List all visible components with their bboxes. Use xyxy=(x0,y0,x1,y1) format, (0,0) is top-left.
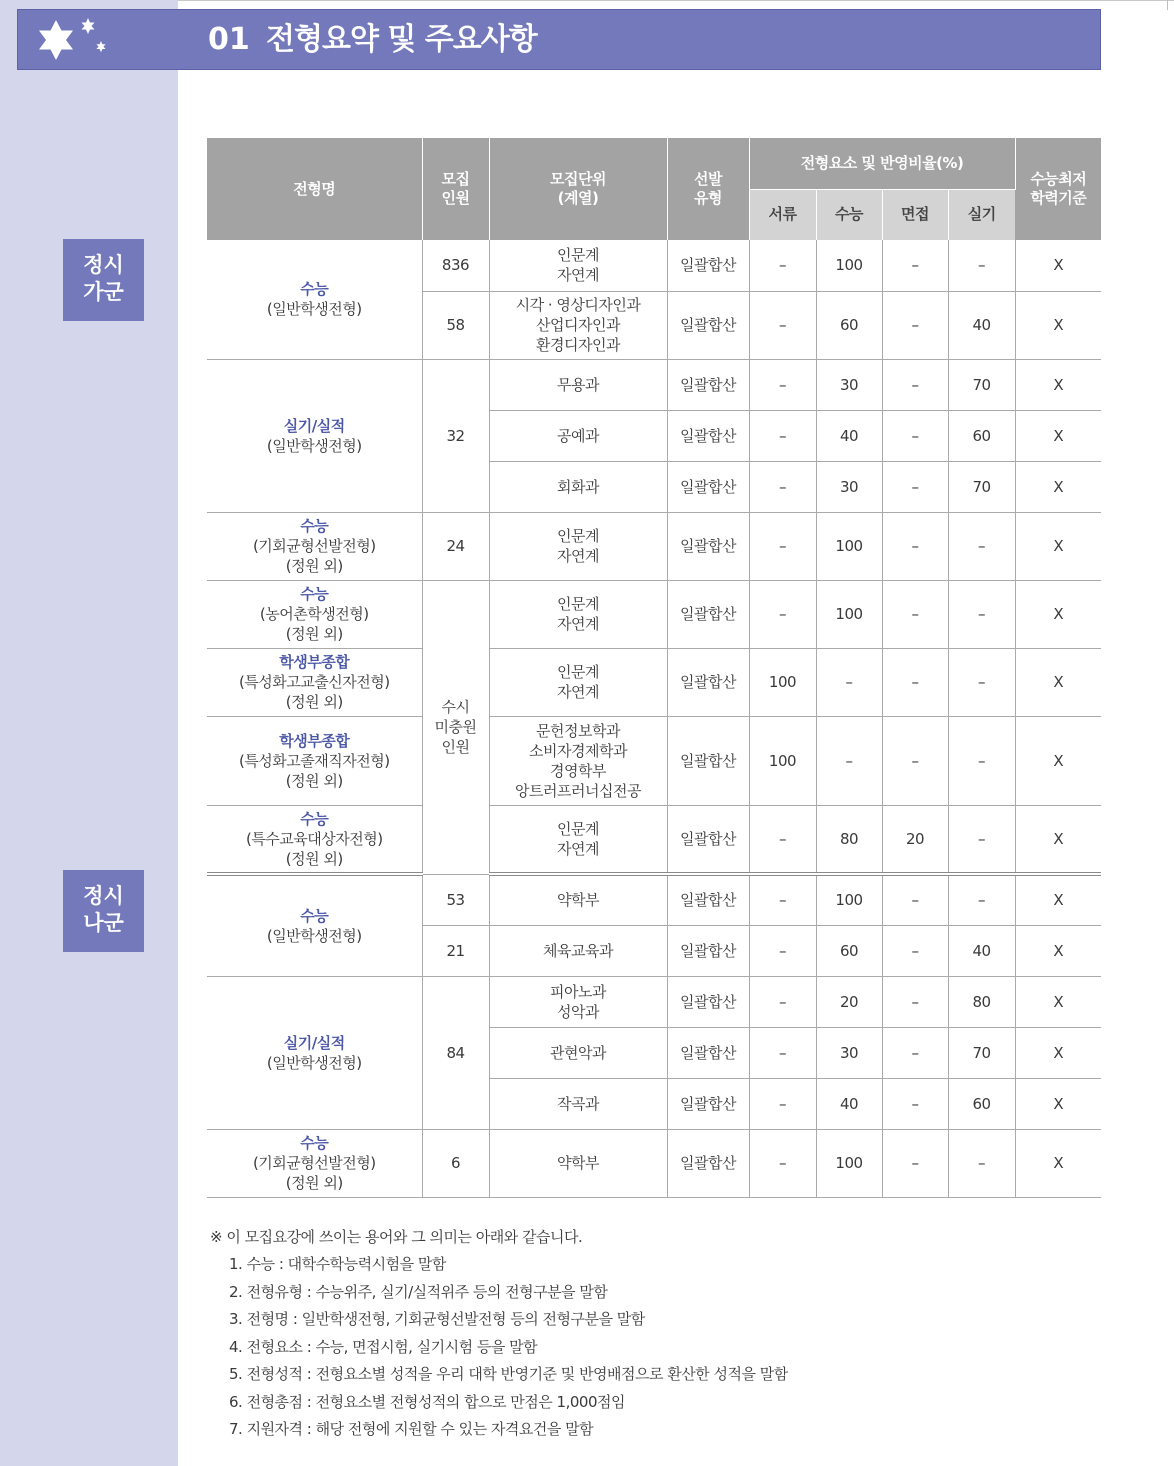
header-elements: 전형요소 및 반영비율(%) xyxy=(749,138,1015,189)
cell-min: X xyxy=(1015,648,1101,716)
cell-doc: – xyxy=(749,1027,816,1078)
sidebar-band xyxy=(0,0,178,1466)
cell-csat: 100 xyxy=(816,512,882,580)
cell-unit: 인문계 자연계 xyxy=(489,512,667,580)
cell-interview: – xyxy=(882,580,948,648)
cell-min: X xyxy=(1015,925,1101,976)
cell-csat: – xyxy=(816,716,882,805)
note-item: 1. 수능 : 대학수학능력시험을 말함 xyxy=(229,1255,446,1273)
note-item: 7. 지원자격 : 해당 전형에 지원할 수 있는 자격요건을 말함 xyxy=(229,1420,594,1438)
cell-interview: – xyxy=(882,359,948,410)
header-interview: 면접 xyxy=(882,189,948,240)
cell-quota: 수시 미충원 인원 xyxy=(422,580,489,874)
cell-unit: 체육교육과 xyxy=(489,925,667,976)
cell-doc: – xyxy=(749,461,816,512)
section-label-line1: 정시 xyxy=(83,253,124,277)
cell-type: 일괄합산 xyxy=(667,976,749,1027)
header-csat: 수능 xyxy=(816,189,882,240)
cell-csat: 100 xyxy=(816,874,882,925)
cell-interview: – xyxy=(882,976,948,1027)
cell-doc: – xyxy=(749,359,816,410)
cell-practical: 40 xyxy=(948,925,1015,976)
cell-unit: 관현악과 xyxy=(489,1027,667,1078)
cell-practical: – xyxy=(948,580,1015,648)
cell-min: X xyxy=(1015,240,1101,291)
table-row xyxy=(207,512,1101,580)
cell-doc: – xyxy=(749,240,816,291)
header-doc: 서류 xyxy=(749,189,816,240)
cell-practical: – xyxy=(948,716,1015,805)
cell-csat: 20 xyxy=(816,976,882,1027)
cell-interview: – xyxy=(882,512,948,580)
cell-name: 수능 (특수교육대상자전형) (정원 외) xyxy=(207,805,422,874)
cell-name: 실기/실적 (일반학생전형) xyxy=(207,976,422,1129)
cell-type: 일괄합산 xyxy=(667,359,749,410)
cell-quota: 21 xyxy=(422,925,489,976)
cell-interview: – xyxy=(882,1129,948,1197)
section-label-line2: 나군 xyxy=(83,911,124,935)
cell-quota: 53 xyxy=(422,874,489,925)
cell-csat: – xyxy=(816,648,882,716)
cell-name: 수능 (일반학생전형) xyxy=(207,874,422,976)
note-item: 3. 전형명 : 일반학생전형, 기회균형선발전형 등의 전형구분을 말함 xyxy=(229,1310,645,1328)
table-row xyxy=(207,1129,1101,1197)
cell-practical: – xyxy=(948,805,1015,874)
cell-practical: 70 xyxy=(948,359,1015,410)
stars-icon xyxy=(32,12,112,68)
cell-interview: – xyxy=(882,410,948,461)
cell-type: 일괄합산 xyxy=(667,1027,749,1078)
cell-min: X xyxy=(1015,512,1101,580)
cell-practical: 40 xyxy=(948,291,1015,359)
cell-name: 학생부종합 (특성화고졸재직자전형) (정원 외) xyxy=(207,716,422,805)
cell-type: 일괄합산 xyxy=(667,805,749,874)
cell-type: 일괄합산 xyxy=(667,240,749,291)
cell-type: 일괄합산 xyxy=(667,512,749,580)
cell-min: X xyxy=(1015,410,1101,461)
cell-min: X xyxy=(1015,1129,1101,1197)
section-number: 01 xyxy=(208,22,250,57)
header-csat-min: 수능최저 학력기준 xyxy=(1015,138,1101,240)
table-row xyxy=(207,874,1101,925)
cell-doc: – xyxy=(749,512,816,580)
cell-interview: – xyxy=(882,1078,948,1129)
cell-interview: – xyxy=(882,874,948,925)
cell-unit: 피아노과 성악과 xyxy=(489,976,667,1027)
cell-interview: – xyxy=(882,648,948,716)
cell-unit: 인문계 자연계 xyxy=(489,805,667,874)
admission-table-wrapper xyxy=(207,138,1101,1198)
table-row xyxy=(207,805,1101,874)
cell-doc: – xyxy=(749,580,816,648)
section-label-ga xyxy=(63,239,144,321)
cell-quota: 58 xyxy=(422,291,489,359)
cell-name: 수능 (기회균형선발전형) (정원 외) xyxy=(207,1129,422,1197)
cell-quota: 32 xyxy=(422,359,489,512)
cell-min: X xyxy=(1015,461,1101,512)
cell-min: X xyxy=(1015,359,1101,410)
cell-practical: 80 xyxy=(948,976,1015,1027)
section-title: 전형요약 및 주요사항 xyxy=(266,22,537,57)
cell-min: X xyxy=(1015,1078,1101,1129)
cell-unit: 인문계 자연계 xyxy=(489,240,667,291)
cell-csat: 30 xyxy=(816,461,882,512)
cell-min: X xyxy=(1015,1027,1101,1078)
cell-doc: – xyxy=(749,976,816,1027)
cell-type: 일괄합산 xyxy=(667,1129,749,1197)
note-item: 2. 전형유형 : 수능위주, 실기/실적위주 등의 전형구분을 말함 xyxy=(229,1282,608,1301)
cell-min: X xyxy=(1015,716,1101,805)
cell-type: 일괄합산 xyxy=(667,461,749,512)
cell-practical: – xyxy=(948,648,1015,716)
cell-csat: 60 xyxy=(816,291,882,359)
cell-quota: 836 xyxy=(422,240,489,291)
cell-doc: – xyxy=(749,1129,816,1197)
cell-csat: 60 xyxy=(816,925,882,976)
cell-unit: 무용과 xyxy=(489,359,667,410)
cell-min: X xyxy=(1015,805,1101,874)
cell-doc: – xyxy=(749,874,816,925)
cell-type: 일괄합산 xyxy=(667,1078,749,1129)
section-label-line2: 가군 xyxy=(83,280,124,304)
notes-intro: ※ 이 모집요강에 쓰이는 용어와 그 의미는 아래와 같습니다. xyxy=(210,1228,583,1246)
section-label-line1: 정시 xyxy=(83,884,124,908)
cell-interview: – xyxy=(882,291,948,359)
header-unit: 모집단위 (계열) xyxy=(489,138,667,240)
section-header-bar xyxy=(17,9,1101,70)
table-row xyxy=(207,976,1101,1027)
cell-quota: 84 xyxy=(422,976,489,1129)
cell-quota: 6 xyxy=(422,1129,489,1197)
cell-doc: – xyxy=(749,291,816,359)
cell-type: 일괄합산 xyxy=(667,580,749,648)
cell-type: 일괄합산 xyxy=(667,874,749,925)
cell-type: 일괄합산 xyxy=(667,925,749,976)
table-row xyxy=(207,580,1101,648)
cell-doc: – xyxy=(749,410,816,461)
cell-unit: 인문계 자연계 xyxy=(489,648,667,716)
cell-min: X xyxy=(1015,874,1101,925)
cell-unit: 공예과 xyxy=(489,410,667,461)
cell-practical: – xyxy=(948,240,1015,291)
cell-name: 수능 (기회균형선발전형) (정원 외) xyxy=(207,512,422,580)
cell-csat: 40 xyxy=(816,1078,882,1129)
cell-name: 수능 (농어촌학생전형) (정원 외) xyxy=(207,580,422,648)
cell-unit: 작곡과 xyxy=(489,1078,667,1129)
note-item: 6. 전형총점 : 전형요소별 전형성적의 합으로 만점은 1,000점임 xyxy=(229,1392,625,1411)
cell-doc: – xyxy=(749,805,816,874)
header-select-type: 선발 유형 xyxy=(667,138,749,240)
cell-unit: 회화과 xyxy=(489,461,667,512)
header-name: 전형명 xyxy=(207,138,422,240)
cell-unit: 인문계 자연계 xyxy=(489,580,667,648)
cell-unit: 시각 · 영상디자인과 산업디자인과 환경디자인과 xyxy=(489,291,667,359)
cell-doc: 100 xyxy=(749,648,816,716)
cell-min: X xyxy=(1015,580,1101,648)
cell-doc: – xyxy=(749,1078,816,1129)
cell-csat: 30 xyxy=(816,359,882,410)
cell-doc: 100 xyxy=(749,716,816,805)
cell-name: 학생부종합 (특성화고교출신자전형) (정원 외) xyxy=(207,648,422,716)
table-row xyxy=(207,716,1101,805)
table-header-row xyxy=(207,138,1101,189)
note-item: 5. 전형성적 : 전형요소별 성적을 우리 대학 반영기준 및 반영배점으로 환산한 성적을 말함 xyxy=(229,1365,788,1383)
cell-unit: 약학부 xyxy=(489,1129,667,1197)
cell-doc: – xyxy=(749,925,816,976)
section-label-na xyxy=(63,870,144,952)
page-top-rule xyxy=(178,0,1174,1)
cell-interview: – xyxy=(882,240,948,291)
cell-type: 일괄합산 xyxy=(667,716,749,805)
cell-interview: 20 xyxy=(882,805,948,874)
cell-practical: – xyxy=(948,1129,1015,1197)
cell-unit: 문헌정보학과 소비자경제학과 경영학부 앙트러프러너십전공 xyxy=(489,716,667,805)
cell-min: X xyxy=(1015,976,1101,1027)
admission-summary-table xyxy=(207,138,1101,1198)
note-item: 4. 전형요소 : 수능, 면접시험, 실기시험 등을 말함 xyxy=(229,1337,538,1356)
header-practical: 실기 xyxy=(948,189,1015,240)
cell-type: 일괄합산 xyxy=(667,410,749,461)
cell-csat: 100 xyxy=(816,580,882,648)
table-row xyxy=(207,648,1101,716)
terminology-notes xyxy=(210,1223,1110,1444)
cell-csat: 80 xyxy=(816,805,882,874)
header-quota: 모집 인원 xyxy=(422,138,489,240)
cell-type: 일괄합산 xyxy=(667,291,749,359)
cell-name: 실기/실적 (일반학생전형) xyxy=(207,359,422,512)
cell-interview: – xyxy=(882,925,948,976)
cell-practical: 70 xyxy=(948,1027,1015,1078)
table-row xyxy=(207,240,1101,291)
page-edge-rule xyxy=(1167,0,1168,10)
cell-csat: 100 xyxy=(816,1129,882,1197)
cell-csat: 100 xyxy=(816,240,882,291)
cell-csat: 40 xyxy=(816,410,882,461)
cell-unit: 약학부 xyxy=(489,874,667,925)
cell-practical: 70 xyxy=(948,461,1015,512)
cell-csat: 30 xyxy=(816,1027,882,1078)
cell-min: X xyxy=(1015,291,1101,359)
cell-quota: 24 xyxy=(422,512,489,580)
cell-name: 수능 (일반학생전형) xyxy=(207,240,422,359)
cell-practical: 60 xyxy=(948,1078,1015,1129)
cell-interview: – xyxy=(882,1027,948,1078)
cell-practical: 60 xyxy=(948,410,1015,461)
cell-type: 일괄합산 xyxy=(667,648,749,716)
cell-interview: – xyxy=(882,716,948,805)
table-row xyxy=(207,359,1101,410)
cell-practical: – xyxy=(948,512,1015,580)
cell-practical: – xyxy=(948,874,1015,925)
cell-interview: – xyxy=(882,461,948,512)
